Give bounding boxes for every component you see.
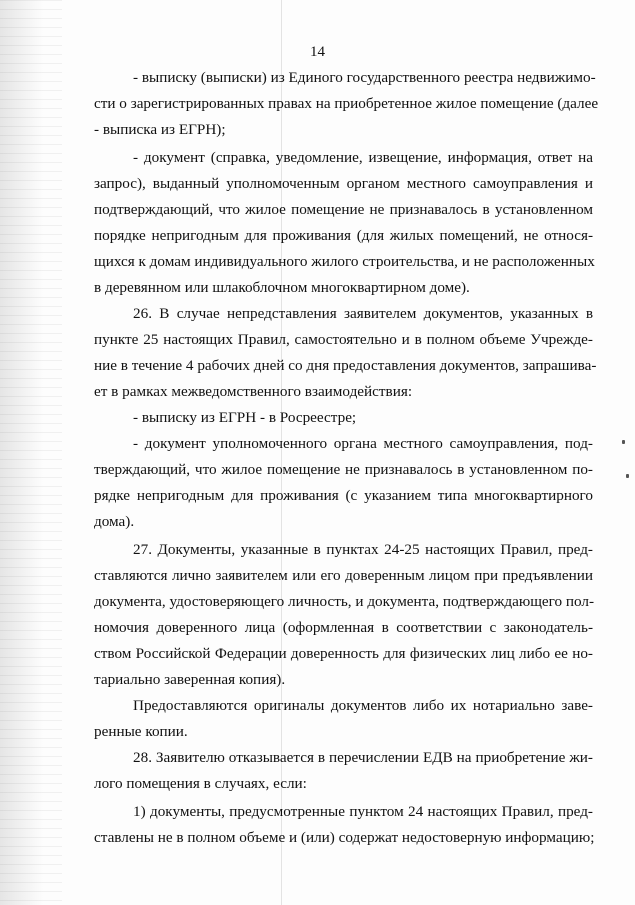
text-line: дома). [94,513,135,530]
text-line: Предоставляются оригиналы документов либо их нотариально заве- [133,697,593,714]
text-line: лого помещения в случаях, если: [94,775,307,792]
text-line: сти о зарегистрированных правах на приобретенное жилое помещение (далее [94,95,599,112]
text-line: номочия доверенного лица (оформленная в соответствии с законодатель- [94,619,593,636]
text-line: порядке непригодным для проживания (для жилых помещений, не относя- [94,227,593,244]
text-line: - выписку из ЕГРН - в Росреестре; [133,409,357,426]
text-line: ние в течение 4 рабочих дней со дня предоставления документов, запрашива- [94,357,597,374]
text-line: - документ (справка, уведомление, извещение, информация, ответ на [133,149,593,166]
text-line: 27. Документы, указанные в пунктах 24-25 настоящих Правил, пред- [133,541,593,558]
scan-speck [622,440,625,444]
text-line: тверждающий, что жилое помещение не признавалось в установленном по- [94,461,593,478]
text-line: в деревянном или шлакоблочном многоквартирном доме). [94,279,470,296]
text-line: - выписку (выписки) из Единого государственного реестра недвижимо- [133,69,596,86]
text-line: тариально заверенная копия). [94,671,286,688]
text-line: щихся к домам индивидуального жилого строительства, и не расположенных [94,253,595,270]
text-line: 1) документы, предусмотренные пунктом 24 настоящих Правил, пред- [133,803,593,820]
text-line: пункте 25 настоящих Правил, самостоятельно и в полном объеме Учрежде- [94,331,593,348]
text-line: - выписка из ЕГРН); [94,121,226,138]
text-line: ет в рамках межведомственного взаимодействия: [94,383,413,400]
text-line: подтверждающий, что жилое помещение не признавалось в установленном [94,201,593,218]
text-line: ренные копии. [94,723,188,740]
text-line: рядке непригодным для проживания (с указанием типа многоквартирного [94,487,593,504]
text-line: документа, удостоверяющего личность, и документа, подтверждающего пол- [94,593,595,610]
text-line: 26. В случае непредставления заявителем документов, указанных в [133,305,593,322]
text-line: запрос), выданный уполномоченным органом местного самоуправления и [94,175,593,192]
text-line: - документ уполномоченного органа местного самоуправления, под- [133,435,593,452]
scan-speck [626,474,629,478]
page-number: 14 [310,44,325,60]
text-line: ставляются лично заявителем или его доверенным лицом при предъявлении [94,567,593,584]
text-line: 28. Заявителю отказывается в перечислении ЕДВ на приобретение жи- [133,749,593,766]
text-line: ством Российской Федерации доверенность для физических лиц либо ее но- [94,645,593,662]
scan-edge-shadow [0,0,62,905]
text-line: ставлены не в полном объеме и (или) содержат недостоверную информацию; [94,829,595,846]
